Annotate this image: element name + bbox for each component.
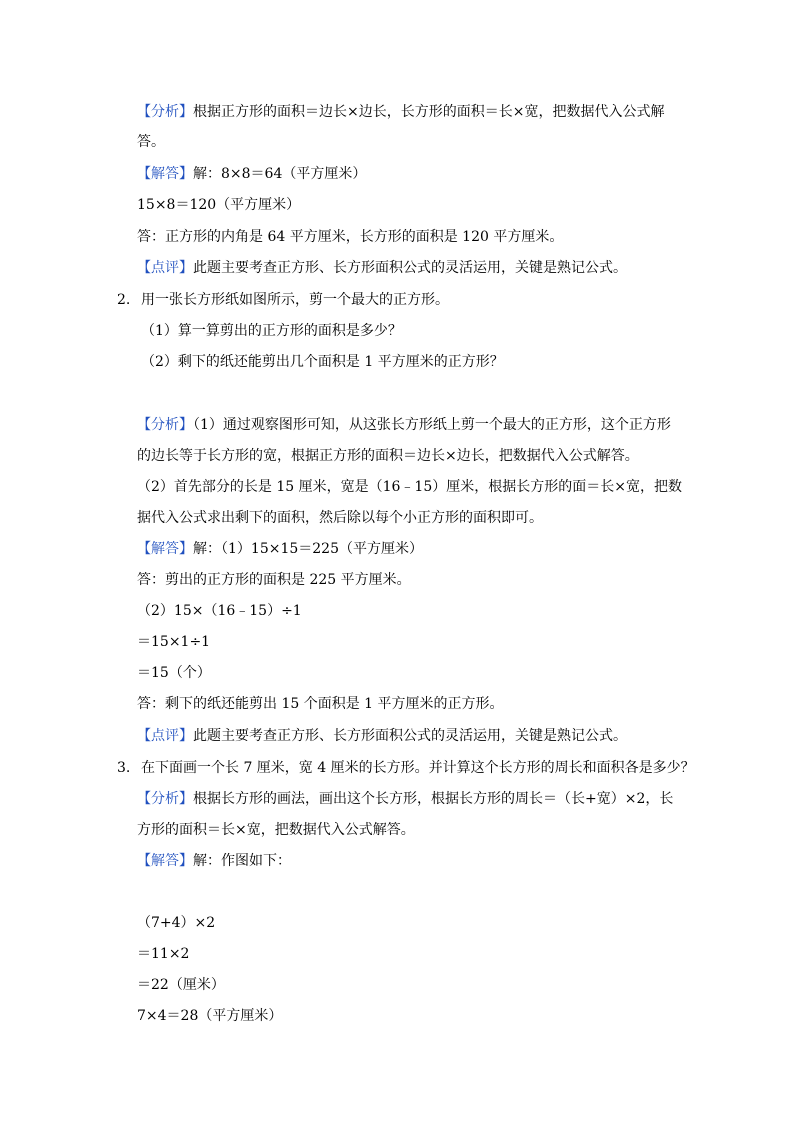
q2-analysis-line-1: [137, 415, 671, 435]
q3-number: 3.: [117, 760, 131, 776]
q3-analysis-line-1: [137, 789, 673, 809]
q3-calc-line-2: ＝11×2: [137, 946, 190, 962]
q2-answer-line-5: ＝15（个）: [137, 665, 211, 681]
q2-comment-text: 此题主要考查正方形、长方形面积公式的灵活运用，关键是熟记公式。: [193, 728, 627, 744]
answer-tag: 【解答】: [137, 853, 193, 869]
q3-analysis-line-2: 方形的面积＝长×宽，把数据代入公式解答。: [137, 822, 415, 838]
q2-answer-line-2: 答：剪出的正方形的面积是 225 平方厘米。: [137, 572, 411, 588]
q1-answer-text-1: 解：8×8＝64（平方厘米）: [193, 166, 367, 182]
q2-analysis-text-1: （1）通过观察图形可知，从这张长方形纸上剪一个最大的正方形，这个正方形: [193, 417, 671, 433]
comment-tag: 【点评】: [137, 728, 193, 744]
q1-answer-line-1: [137, 164, 366, 184]
q1-analysis-text-1: 根据正方形的面积＝边长×边长，长方形的面积＝长×宽，把数据代入公式解: [193, 104, 665, 120]
q2-number: 2.: [117, 292, 131, 308]
q2-analysis-line-4: 据代入公式求出剩下的面积，然后除以每个小正方形的面积即可。: [137, 510, 543, 526]
q2-answer-line-6: 答：剩下的纸还能剪出 15 个面积是 1 平方厘米的正方形。: [137, 696, 504, 712]
analysis-tag: 【分析】: [137, 791, 193, 807]
q2-comment-line: [137, 726, 627, 746]
q1-analysis-line-1: [137, 102, 664, 122]
q3-question-text: 在下面画一个长 7 厘米，宽 4 厘米的长方形。并计算这个长方形的周长和面积各是多少？: [141, 760, 695, 776]
q2-answer-line-4: ＝15×1÷1: [137, 634, 211, 650]
analysis-tag: 【分析】: [137, 104, 193, 120]
analysis-tag: 【分析】: [137, 417, 193, 433]
answer-tag: 【解答】: [137, 166, 193, 182]
q2-answer-line-3: （2）15×（16﹣15）÷1: [137, 603, 302, 619]
q3-analysis-text-1: 根据长方形的画法，画出这个长方形，根据长方形的周长＝（长+宽）×2，长: [193, 791, 674, 807]
q3-calc-line-4: 7×4＝28（平方厘米）: [137, 1008, 283, 1024]
q1-comment-text: 此题主要考查正方形、长方形面积公式的灵活运用，关键是熟记公式。: [193, 260, 627, 276]
q2-subquestion-1: （1）算一算剪出的正方形的面积是多少？: [141, 323, 402, 339]
q2-answer-line-1: [137, 539, 423, 559]
q1-answer-line-2: 15×8＝120（平方厘米）: [137, 197, 301, 213]
answer-tag: 【解答】: [137, 541, 193, 557]
q3-calc-line-1: （7+4）×2: [137, 915, 216, 931]
q2-analysis-line-3: （2）首先部分的长是 15 厘米，宽是（16﹣15）厘米，根据长方形的面＝长×宽，把数: [137, 479, 682, 495]
q2-subquestion-2: （2）剩下的纸还能剪出几个面积是 1 平方厘米的正方形？: [141, 354, 504, 370]
q1-comment-line: [137, 258, 627, 278]
q2-answer-text-1: 解：（1）15×15＝225（平方厘米）: [193, 541, 423, 557]
q1-answer-line-3: 答：正方形的内角是 64 平方厘米，长方形的面积是 120 平方厘米。: [137, 229, 564, 245]
q3-answer-text-1: 解：作图如下：: [193, 853, 291, 869]
q1-analysis-line-2: 答。: [137, 134, 165, 150]
q3-calc-line-3: ＝22（厘米）: [137, 977, 225, 993]
comment-tag: 【点评】: [137, 260, 193, 276]
q2-analysis-line-2: 的边长等于长方形的宽，根据正方形的面积＝边长×边长，把数据代入公式解答。: [137, 448, 639, 464]
q2-question-text: 用一张长方形纸如图所示，剪一个最大的正方形。: [141, 292, 449, 308]
q3-answer-line-1: [137, 851, 291, 871]
